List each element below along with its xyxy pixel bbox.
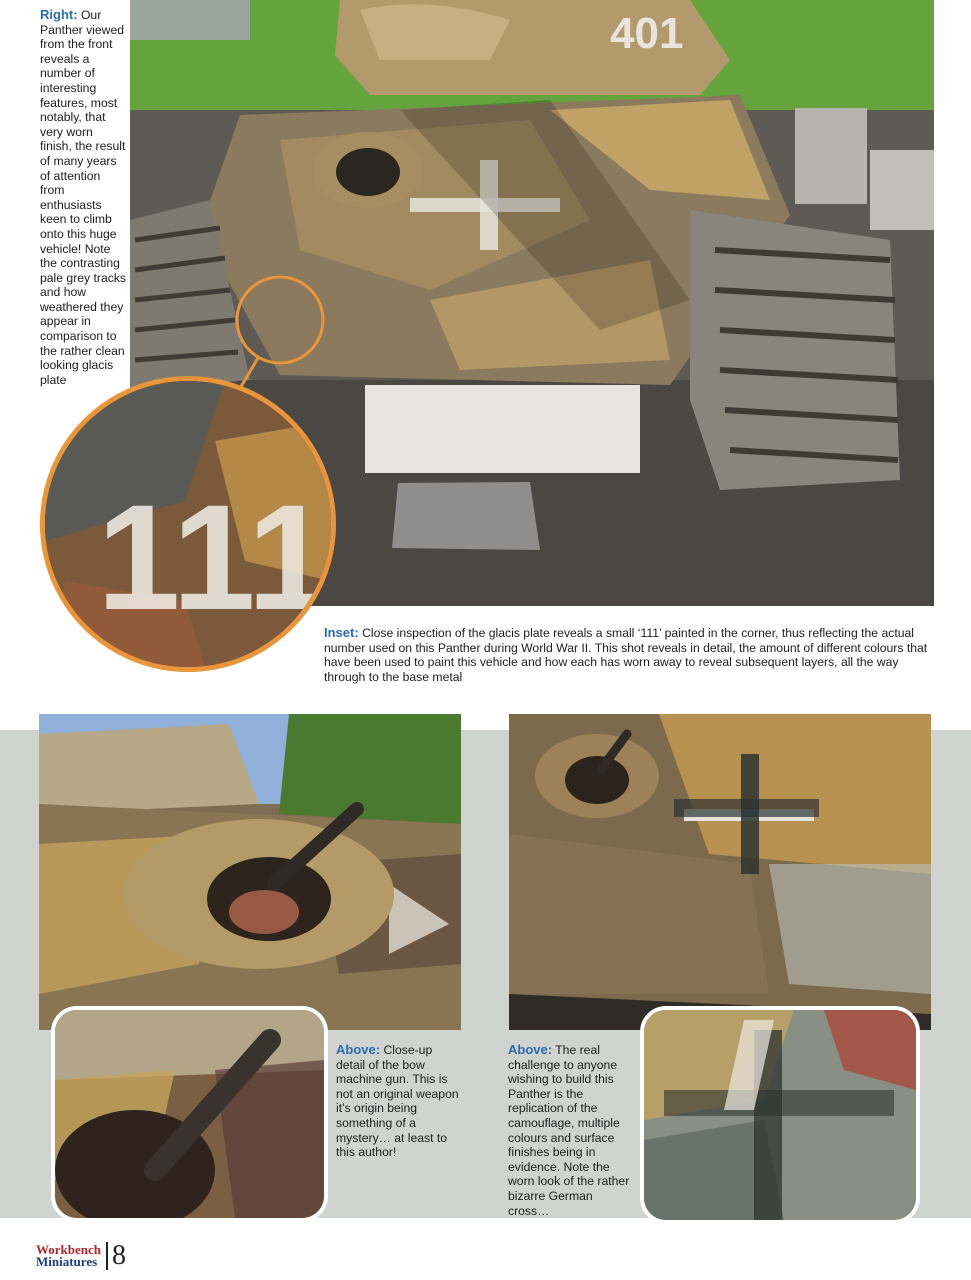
caption-above-left xyxy=(336,1043,462,1160)
caption-inset xyxy=(324,626,936,684)
caption-right xyxy=(40,8,128,387)
caption-above-right-text: The real challenge to anyone wishing to build this Panther is the replication of the camouflage, multiple colours and surface finishes being in evidence. Note the worn look of the rather bizarre German cross… xyxy=(508,1043,630,1218)
caption-above-left-text: Close-up detail of the bow machine gun. This is not an original weapon it’s origin being something of a mystery… at least to this author! xyxy=(336,1043,459,1160)
footer-branding xyxy=(36,1240,126,1272)
caption-right-lead: Right: xyxy=(40,7,78,22)
glacis-cross-photo xyxy=(509,714,931,1030)
logo-line-workbench: Workbench xyxy=(36,1242,102,1257)
turret-number-mark: 401 xyxy=(610,9,684,58)
caption-above-right xyxy=(508,1043,634,1218)
caption-inset-text: Close inspection of the glacis plate reveals a small ‘111’ painted in the corner, thus reflecting the actual number used on this Panther during World War II. This shot reveals in detail, the amount of different colours that have been used to paint this vehicle and how each has worn away to reveal subsequent layers, all the way through to the base metal xyxy=(324,626,928,684)
bow-mg-photo xyxy=(39,714,461,1030)
caption-inset-lead: Inset: xyxy=(324,625,359,640)
caption-above-right-lead: Above: xyxy=(508,1042,553,1057)
cross-closeup-photo xyxy=(640,1006,920,1224)
inset-111-illustration xyxy=(45,381,331,667)
caption-above-left-lead: Above: xyxy=(336,1042,381,1057)
bow-mg-closeup-illustration xyxy=(55,1010,324,1218)
inset-number-mark: 111 xyxy=(97,473,331,641)
bow-mg-illustration xyxy=(39,714,461,1030)
inset-detail-photo xyxy=(40,376,336,672)
page-number: 8 xyxy=(112,1240,127,1271)
bow-mg-closeup-photo xyxy=(51,1006,328,1222)
cross-closeup-illustration xyxy=(644,1010,916,1220)
glacis-cross-illustration xyxy=(509,714,931,1030)
footer-divider xyxy=(106,1242,108,1270)
magazine-logo xyxy=(36,1244,101,1268)
caption-right-text: Our Panther viewed from the front reveals a number of interesting features, most notably, that very worn finish, the result of many years of attention from enthusiasts keen to climb onto this huge vehicle! Note the contrasting pale grey tracks and how weathered they appear in comparison to the rather clean looking glacis plate xyxy=(40,8,127,387)
logo-line-miniatures: Miniatures xyxy=(36,1254,98,1269)
